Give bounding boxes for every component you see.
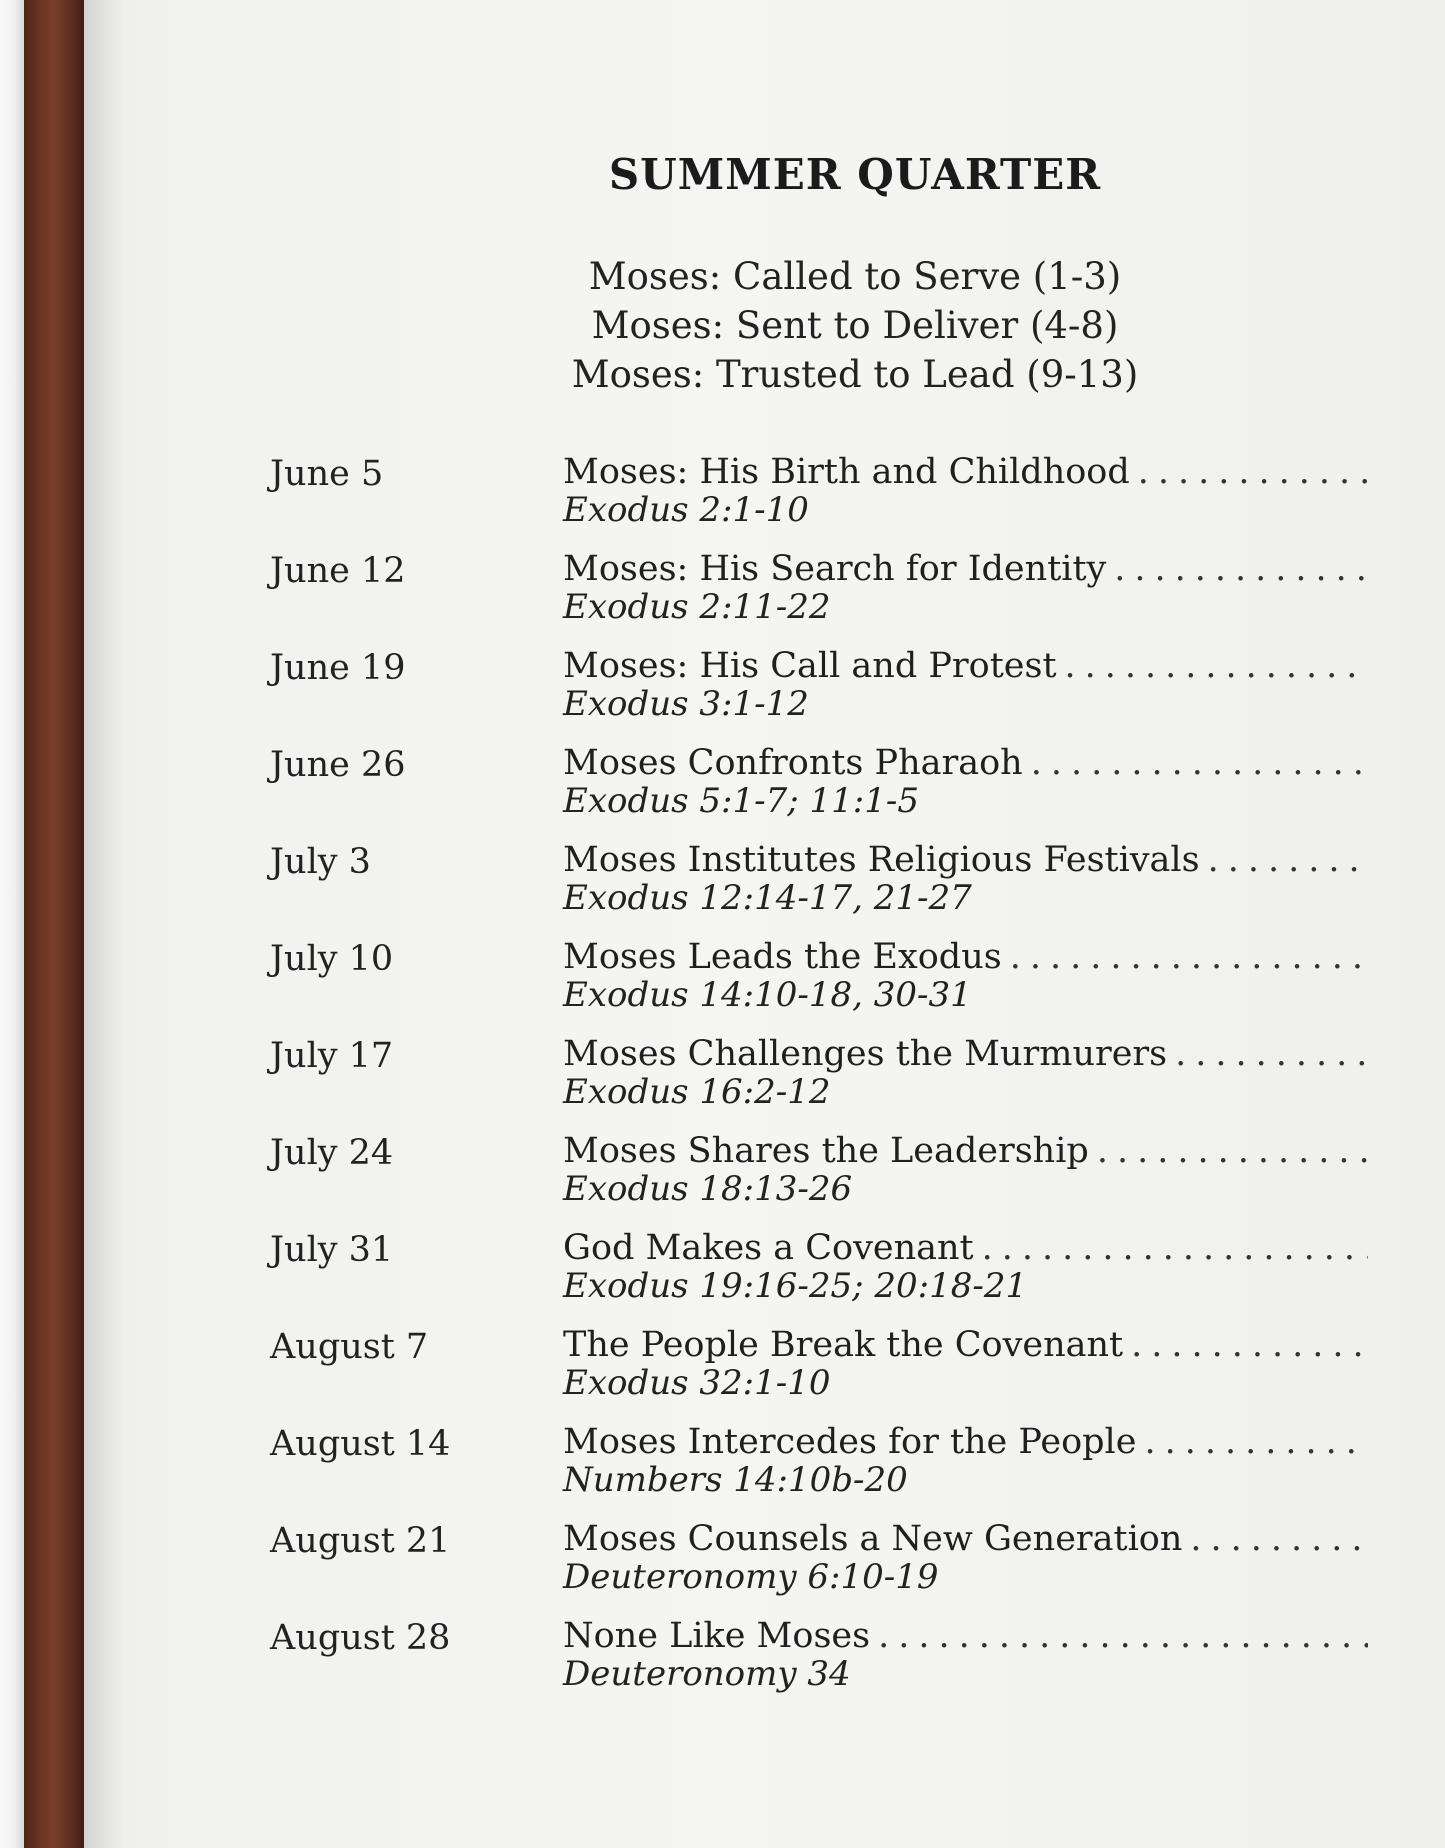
lesson-date: August 14	[270, 1424, 451, 1464]
lesson-date: August 21	[270, 1521, 451, 1561]
lesson-entry	[270, 840, 1370, 937]
lesson-entry	[270, 937, 1370, 1034]
lesson-title-line	[563, 1325, 1368, 1365]
lesson-entry	[270, 549, 1370, 646]
lesson-entry	[270, 1422, 1370, 1519]
dot-leader	[1190, 1519, 1368, 1559]
lesson-date: July 24	[270, 1133, 394, 1173]
lesson-title-line	[563, 646, 1368, 686]
lesson-entry	[270, 1228, 1370, 1325]
lesson-title: Moses Counsels a New Generation	[563, 1519, 1183, 1559]
lesson-title: Moses Intercedes for the People	[563, 1422, 1137, 1462]
lesson-title-line	[563, 1228, 1368, 1268]
lesson-title: Moses Leads the Exodus	[563, 937, 1002, 977]
lesson-schedule	[270, 452, 1370, 1713]
lesson-scripture: Exodus 16:2-12	[563, 1072, 831, 1112]
dot-leader	[1031, 743, 1368, 783]
lesson-title-line	[563, 1616, 1368, 1656]
lesson-title: Moses Institutes Religious Festivals	[563, 840, 1200, 880]
lesson-title: None Like Moses	[563, 1616, 871, 1656]
lesson-title: Moses Challenges the Murmurers	[563, 1034, 1168, 1074]
unit-line: Moses: Called to Serve (1-3)	[588, 255, 1122, 298]
lesson-entry	[270, 452, 1370, 549]
lesson-scripture: Exodus 19:16-25; 20:18-21	[563, 1266, 1028, 1306]
lesson-title: Moses Shares the Leadership	[563, 1131, 1089, 1171]
lesson-date: June 12	[270, 551, 406, 591]
lesson-date: June 26	[270, 745, 406, 785]
lesson-title: Moses: His Search for Identity	[563, 549, 1107, 589]
lesson-title: Moses Confronts Pharaoh	[563, 743, 1023, 783]
dot-leader	[1065, 646, 1368, 686]
unit-line: Moses: Trusted to Lead (9-13)	[571, 353, 1139, 396]
lesson-entry	[270, 743, 1370, 840]
lesson-title-line	[563, 937, 1368, 977]
lesson-title-line	[563, 840, 1368, 880]
lesson-entry	[270, 1325, 1370, 1422]
lesson-title-line	[563, 743, 1368, 783]
lesson-scripture: Deuteronomy 34	[563, 1654, 851, 1694]
dot-leader	[982, 1228, 1368, 1268]
lesson-scripture: Exodus 2:1-10	[563, 490, 809, 530]
dot-leader	[878, 1616, 1368, 1656]
lesson-date: June 5	[270, 454, 384, 494]
dot-leader	[1010, 937, 1368, 977]
lesson-date: July 31	[270, 1230, 394, 1270]
lesson-entry	[270, 1131, 1370, 1228]
lesson-entry	[270, 646, 1370, 743]
dot-leader	[1097, 1131, 1368, 1171]
lesson-date: August 28	[270, 1618, 451, 1658]
dot-leader	[1175, 1034, 1368, 1074]
dot-leader	[1144, 1422, 1368, 1462]
lesson-title-line	[563, 1034, 1368, 1074]
page-title: SUMMER QUARTER	[608, 150, 1102, 199]
lesson-date: July 17	[270, 1036, 394, 1076]
lesson-date: July 10	[270, 939, 394, 979]
dot-leader	[1138, 452, 1368, 492]
lesson-scripture: Exodus 12:14-17, 21-27	[563, 878, 972, 918]
lesson-scripture: Exodus 32:1-10	[563, 1363, 831, 1403]
lesson-title-line	[563, 549, 1368, 589]
unit-line: Moses: Sent to Deliver (4-8)	[591, 304, 1119, 347]
lesson-entry	[270, 1519, 1370, 1616]
lesson-scripture: Exodus 5:1-7; 11:1-5	[563, 781, 919, 821]
lesson-title: Moses: His Birth and Childhood	[563, 452, 1130, 492]
lesson-scripture: Numbers 14:10b-20	[563, 1460, 908, 1500]
lesson-title: Moses: His Call and Protest	[563, 646, 1057, 686]
lesson-scripture: Exodus 18:13-26	[563, 1169, 853, 1209]
lesson-title: The People Break the Covenant	[563, 1325, 1124, 1365]
lesson-title-line	[563, 1131, 1368, 1171]
lesson-scripture: Deuteronomy 6:10-19	[563, 1557, 939, 1597]
lesson-title-line	[563, 452, 1368, 492]
lesson-entry	[270, 1034, 1370, 1131]
lesson-title: God Makes a Covenant	[563, 1228, 974, 1268]
lesson-date: June 19	[270, 648, 406, 688]
lesson-scripture: Exodus 3:1-12	[563, 684, 809, 724]
lesson-scripture: Exodus 2:11-22	[563, 587, 831, 627]
dot-leader	[1208, 840, 1368, 880]
lesson-title-line	[563, 1422, 1368, 1462]
lesson-title-line	[563, 1519, 1368, 1559]
lesson-entry	[270, 1616, 1370, 1713]
dot-leader	[1114, 549, 1368, 589]
lesson-date: August 7	[270, 1327, 429, 1367]
lesson-scripture: Exodus 14:10-18, 30-31	[563, 975, 972, 1015]
dot-leader	[1131, 1325, 1368, 1365]
lesson-date: July 3	[270, 842, 371, 882]
unit-list	[0, 252, 1445, 399]
